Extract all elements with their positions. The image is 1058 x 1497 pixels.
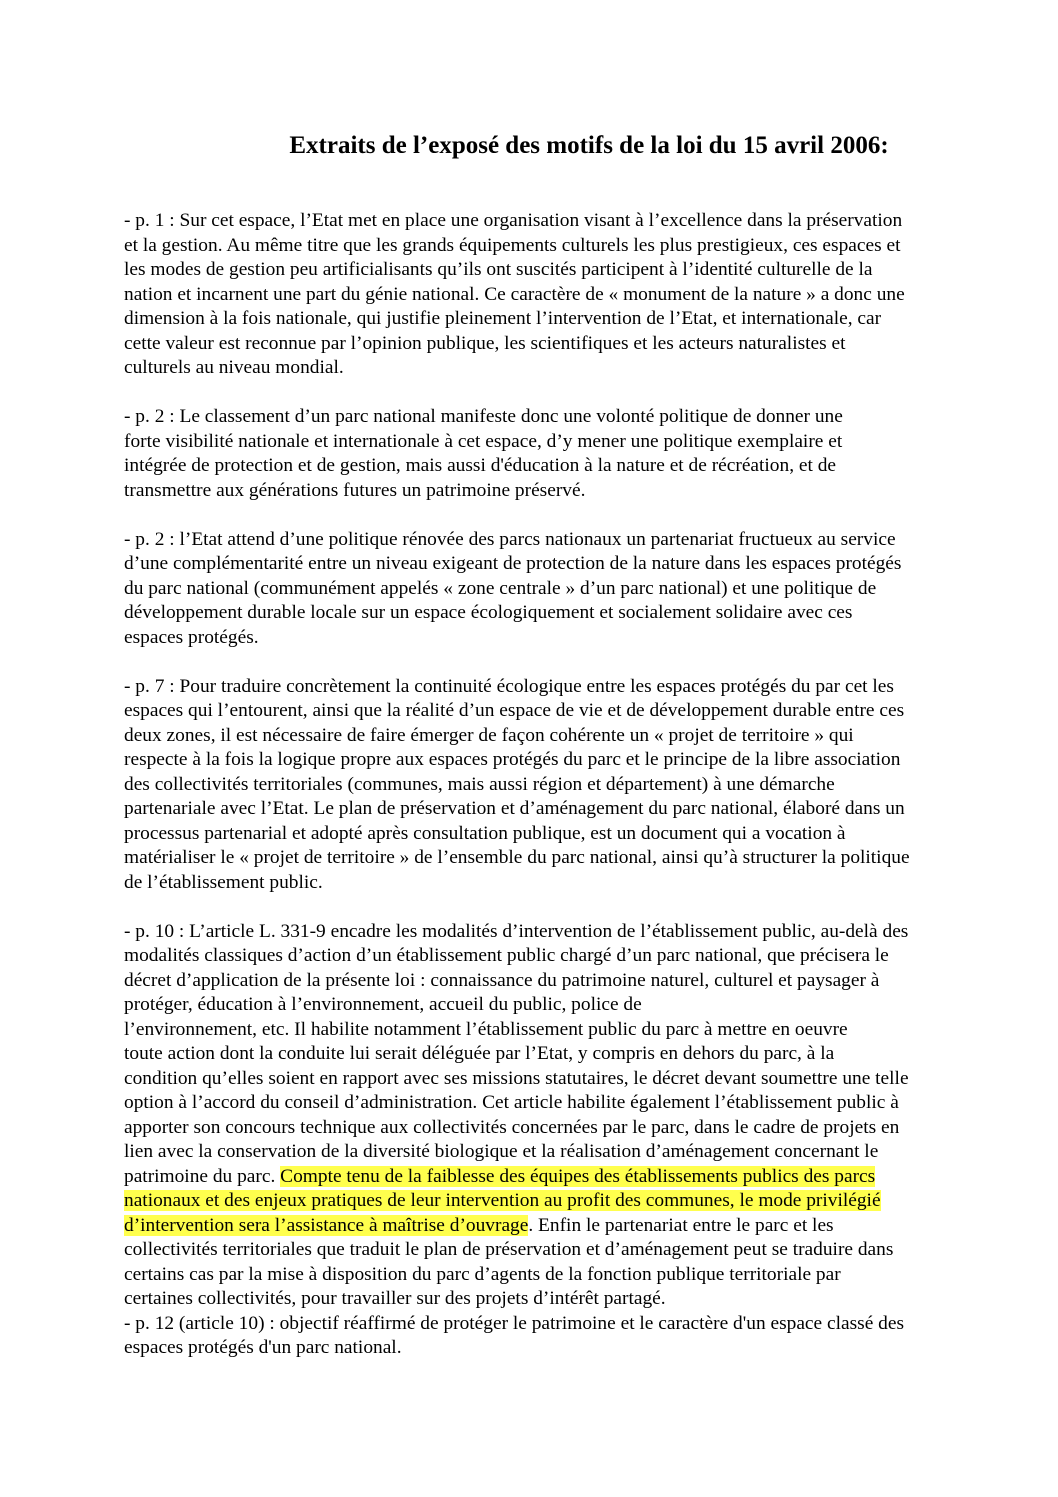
text-line: protéger, éducation à l’environnement, accueil du public, police de bbox=[124, 994, 642, 1015]
text-line: certains cas par la mise à disposition du parc d’agents de la fonction publique territoriale par bbox=[124, 1263, 841, 1285]
text-line bbox=[124, 1189, 999, 1214]
text-line: nation et incarnent une part du génie national. Ce caractère de « monument de la nature » a donc une bbox=[124, 283, 905, 305]
text-line: développement durable locale sur un espace écologiquement et socialement solidaire avec ces bbox=[124, 602, 853, 623]
text-line: collectivités territoriales que traduit le plan de préservation et d’aménagement peut se traduire dans bbox=[124, 1239, 894, 1260]
text-line: matérialiser le « projet de territoire » de l’ensemble du parc national, ainsi qu’à structurer la politique bbox=[124, 847, 910, 868]
text-line bbox=[124, 1165, 999, 1190]
text-line: et la gestion. Au même titre que les grands équipements culturels les plus prestigieux, ces espaces et bbox=[124, 234, 901, 256]
text-line: d’une complémentarité entre un niveau exigeant de protection de la nature dans les espaces protégés bbox=[124, 553, 902, 574]
text-line: transmettre aux générations futures un patrimoine préservé. bbox=[124, 479, 586, 501]
text-line: décret d’application de la présente loi : connaissance du patrimoine naturel, culturel et paysager à bbox=[124, 969, 880, 991]
text-line: du parc national (communément appelés « zone centrale » d’un parc national) et une politique de bbox=[124, 577, 877, 599]
text-line: partenariale avec l’Etat. Le plan de préservation et d’aménagement du parc national, élaboré dans un bbox=[124, 798, 905, 819]
text-line: option à l’accord du conseil d’administration. Cet article habilite également l’établissement public à bbox=[124, 1092, 899, 1113]
text-line: culturels au niveau mondial. bbox=[124, 357, 344, 378]
plain-text: patrimoine du parc. bbox=[124, 1165, 281, 1187]
text-line: dimension à la fois nationale, qui justifie pleinement l’intervention de l’Etat, et internationale, car bbox=[124, 308, 882, 329]
paragraph-p1 bbox=[124, 209, 999, 381]
text-line: processus partenarial et adopté après consultation publique, est un document qui a vocation à bbox=[124, 822, 846, 844]
text-line: apporter son concours technique aux collectivités concernées par le parc, dans le cadre de projets en bbox=[124, 1116, 900, 1138]
text-line bbox=[124, 1214, 999, 1239]
highlighted-text: Compte tenu de la faiblesse des équipes des établissements publics des parcs bbox=[280, 1165, 876, 1187]
text-line: espaces protégés. bbox=[124, 626, 259, 648]
text-line: - p. 2 : l’Etat attend d’une politique rénovée des parcs nationaux un partenariat fructueux au service bbox=[124, 528, 896, 550]
text-line: - p. 12 (article 10) : objectif réaffirmé de protéger le patrimoine et le caractère d'un espace classé des bbox=[124, 1312, 904, 1334]
text-line: - p. 1 : Sur cet espace, l’Etat met en place une organisation visant à l’excellence dans la préservation bbox=[124, 210, 903, 231]
text-line: forte visibilité nationale et internationale à cet espace, d’y mener une politique exemplaire et bbox=[124, 430, 843, 452]
highlighted-text: d’intervention sera l’assistance à maîtrise d’ouvrage bbox=[124, 1214, 529, 1236]
text-line: lien avec la conservation de la diversité biologique et la réalisation d’aménagement concernant le bbox=[124, 1141, 879, 1162]
text-line: - p. 7 : Pour traduire concrètement la continuité écologique entre les espaces protégés du par cet les bbox=[124, 675, 894, 697]
text-line: cette valeur est reconnue par l’opinion publique, les scientifiques et les acteurs naturalistes et bbox=[124, 332, 846, 354]
text-line: les modes de gestion peu artificialisants qu’ils ont suscités participent à l’identité culturelle de la bbox=[124, 259, 873, 280]
text-line: certaines collectivités, pour travailler sur des projets d’intérêt partagé. bbox=[124, 1288, 666, 1309]
text-line: - p. 2 : Le classement d’un parc national manifeste donc une volonté politique de donner une bbox=[124, 406, 843, 427]
text-line: espaces protégés d'un parc national. bbox=[124, 1337, 402, 1358]
page-title: Extraits de l’exposé des motifs de la loi du 15 avril 2006: bbox=[289, 132, 889, 159]
highlighted-text: nationaux et des enjeux pratiques de leur intervention au profit des communes, le mode privilégié bbox=[124, 1190, 881, 1211]
paragraph-p12 bbox=[124, 1312, 999, 1361]
text-line: deux zones, il est nécessaire de faire émerger de façon cohérente un « projet de territoire » qui bbox=[124, 724, 854, 746]
text-line: - p. 10 : L’article L. 331-9 encadre les modalités d’intervention de l’établissement public, au-delà des bbox=[124, 920, 909, 942]
text-line: toute action dont la conduite lui serait déléguée par l’Etat, y compris en dehors du parc, à la bbox=[124, 1043, 835, 1064]
paragraph-p7 bbox=[124, 675, 999, 896]
text-line: des collectivités territoriales (communes, mais aussi région et département) à une démarche bbox=[124, 773, 835, 795]
text-line: espaces qui l’entourent, ainsi que la réalité d’un espace de vie et de développement durable entre ces bbox=[124, 700, 905, 721]
paragraph-p10 bbox=[124, 920, 999, 1312]
document-body bbox=[124, 209, 999, 1385]
text-line: modalités classiques d’action d’un établissement public chargé d’un parc national, que précisera le bbox=[124, 945, 889, 966]
text-line: l’environnement, etc. Il habilite notamment l’établissement public du parc à mettre en oeuvre bbox=[124, 1018, 848, 1040]
text-line: intégrée de protection et de gestion, mais aussi d'éducation à la nature et de récréation, et de bbox=[124, 455, 837, 476]
paragraph-p2a bbox=[124, 405, 999, 503]
text-line: condition qu’elles soient en rapport avec ses missions statutaires, le décret devant soumettre une telle bbox=[124, 1067, 909, 1089]
plain-text: . Enfin le partenariat entre le parc et les bbox=[528, 1214, 834, 1236]
text-line: respecte à la fois la logique propre aux espaces protégés du parc et le principe de la libre association bbox=[124, 749, 901, 770]
text-line: de l’établissement public. bbox=[124, 871, 323, 893]
paragraph-p2b bbox=[124, 528, 999, 651]
